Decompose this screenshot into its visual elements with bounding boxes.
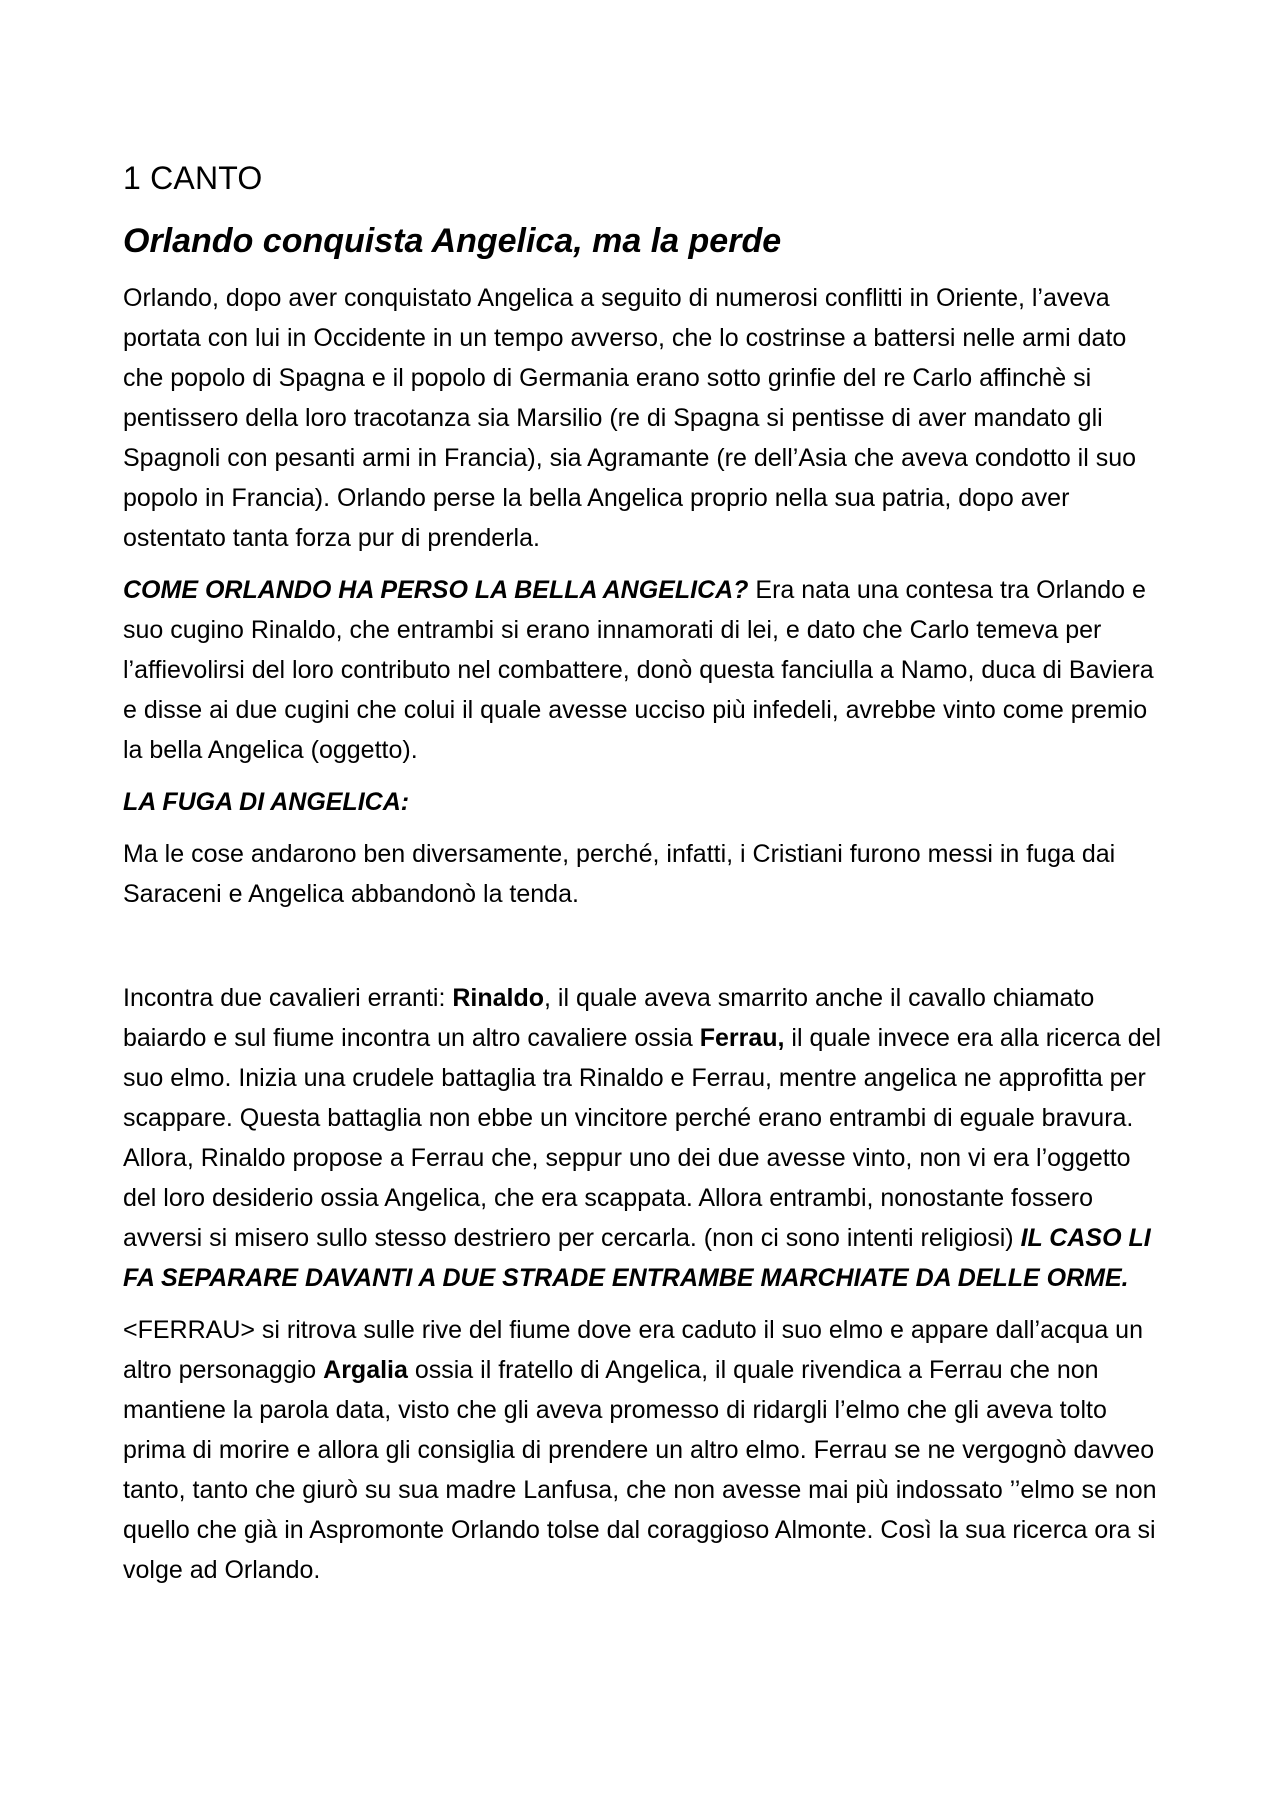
- emphasis-caso: IL CASO LI FA SEPARARE DAVANTI A DUE STRADE ENTRAMBE MARCHIATE DA DELLE ORME.: [123, 1224, 1151, 1292]
- text-segment: <FERRAU> si ritrova sulle rive del fiume dove era caduto il suo elmo e appare dall’acqua un altro personaggio: [123, 1316, 1143, 1384]
- chapter-title: Orlando conquista Angelica, ma la perde: [123, 222, 782, 260]
- canto-heading: 1 CANTO: [123, 160, 263, 196]
- question-heading: COME ORLANDO HA PERSO LA BELLA ANGELICA?: [123, 576, 749, 604]
- name-ferrau: Ferrau,: [699, 1024, 785, 1052]
- paragraph-contest: [123, 570, 1163, 770]
- paragraph-cavalieri: [123, 978, 1163, 1298]
- paragraph-fuga: Ma le cose andarono ben diversamente, perché, infatti, i Cristiani furono messi in fuga dai Saraceni e Angelica abbandonò la tenda.: [123, 840, 1116, 908]
- text-segment: ossia il fratello di Angelica, il quale rivendica a Ferrau che non mantiene la parola data, visto che gli aveva promesso di ridargli l’elmo che gli aveva tolto prima di morire e allora gli consiglia di prendere un altro elmo. Ferrau se ne vergognò davveo tanto, tanto che giurò su sua madre Lanfusa, che non avesse mai più indossato ’’elmo se non quello che già in Aspromonte Orlando tolse dal coraggioso Almonte. Così la sua ricerca ora si volge ad Orlando.: [123, 1356, 1157, 1584]
- text-segment: il quale invece era alla ricerca del suo elmo. Inizia una crudele battaglia tra Rinaldo e Ferrau, mentre angelica ne approfitta per scappare. Questa battaglia non ebbe un vincitore perché erano entrambi di eguale bravura. Allora, Rinaldo propose a Ferrau che, seppur uno dei due avesse vinto, non vi era l’oggetto del loro desiderio ossia Angelica, che era scappata. Allora entrambi, nonostante fossero avversi si misero sullo stesso destriero per cercarla. (non ci sono intenti religiosi): [123, 1024, 1162, 1252]
- blank-line: [123, 926, 1163, 978]
- paragraph-intro: Orlando, dopo aver conquistato Angelica a seguito di numerosi conflitti in Oriente, l’aveva portata con lui in Occidente in un tempo avverso, che lo costrinse a battersi nelle armi dato che popolo di Spagna e il popolo di Germania erano sotto grinfie del re Carlo affinchè si pentissero della loro tracotanza sia Marsilio (re di Spagna si pentisse di aver mandato gli Spagnoli con pesanti armi in Francia), sia Agramante (re dell’Asia che aveva condotto il suo popolo in Francia). Orlando perse la bella Angelica proprio nella sua patria, dopo aver ostentato tanta forza pur di prenderla.: [123, 284, 1137, 552]
- text-segment: , il quale aveva smarrito anche il cavallo chiamato baiardo e sul fiume incontra un altro cavaliere ossia: [123, 984, 1095, 1052]
- name-rinaldo: Rinaldo: [452, 984, 545, 1012]
- document-body: [123, 158, 1163, 1602]
- section-heading-fuga: LA FUGA DI ANGELICA:: [123, 788, 410, 816]
- paragraph-contest-text: Era nata una contesa tra Orlando e suo cugino Rinaldo, che entrambi si erano innamorati di lei, e dato che Carlo temeva per l’affievolirsi del loro contributo nel combattere, donò questa fanciulla a Namo, duca di Baviera e disse ai due cugini che colui il quale avesse ucciso più infedeli, avrebbe vinto come premio la bella Angelica (oggetto).: [123, 576, 1154, 764]
- paragraph-ferrau: [123, 1310, 1163, 1590]
- name-argalia: Argalia: [323, 1356, 408, 1384]
- text-segment: Incontra due cavalieri erranti:: [123, 984, 453, 1012]
